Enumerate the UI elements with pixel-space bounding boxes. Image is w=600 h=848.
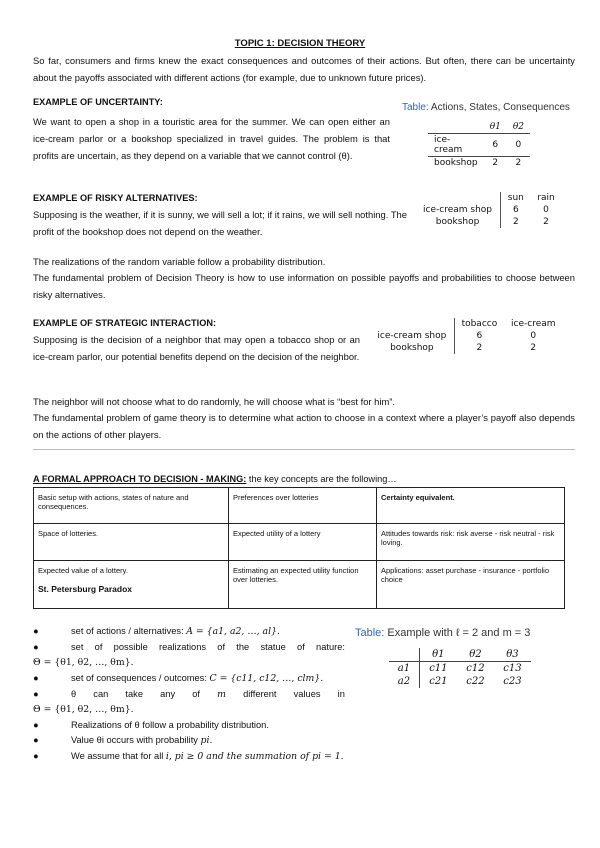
table-cell: c12 — [466, 663, 485, 674]
uncertainty-table-caption — [402, 102, 570, 113]
bullet-icon: ● — [33, 642, 39, 652]
table-cell: bookshop — [415, 216, 501, 228]
table-cell: 0 — [515, 140, 522, 150]
table-header-cell — [370, 318, 454, 330]
table-header-cell — [389, 648, 419, 662]
intro-paragraph: So far, consumers and firms knew the exact consequences and outcomes of their actions. But often, there can be uncertainty about the payoffs associated with different actions (for example, due to unknown future prices). — [33, 55, 575, 83]
table-cell: 6 — [512, 205, 519, 215]
table-cell: a1 — [389, 662, 419, 676]
table-header-cell: θ1 — [432, 649, 445, 660]
bullet-icon: ● — [33, 689, 39, 699]
table-cell: 0 — [543, 205, 549, 215]
table-header-cell: θ2 — [512, 122, 524, 132]
list-item-text: Value θi occurs with probability — [71, 735, 201, 745]
table-header-cell: θ3 — [506, 649, 519, 660]
table-cell: 2 — [530, 343, 537, 353]
list-item-text: set of consequences / outcomes: — [71, 673, 210, 683]
grid-cell: Applications: asset purchase - insurance - portfolio choice — [377, 561, 565, 609]
uncertainty-table — [428, 121, 530, 169]
list-item-word: of — [192, 689, 201, 699]
list-item-word: values — [293, 689, 321, 699]
realizations-paragraph: The realizations of the random variable follow a probability distribution. — [33, 256, 326, 267]
table-cell: c11 — [429, 663, 448, 674]
strategic-paragraph: Supposing is the decision of a neighbor that may open a tobacco shop or an ice-cream parlor, our potential benefits depend on the decision of the neighbor. — [33, 334, 360, 362]
strategic-table — [370, 318, 563, 354]
uncertainty-paragraph: We want to open a shop in a touristic area for the summer. We can open either an ice-cream parlor or a bookshop specialized in travel guides. The problem is that profits are uncertain, as they depend on a variable that we cannot control (θ). — [33, 116, 390, 161]
example-table-caption — [355, 627, 530, 639]
list-item-word: can — [93, 689, 109, 699]
table-cell: 6 — [476, 331, 483, 341]
formal-heading-subtext: the key concepts are the following… — [248, 474, 397, 484]
list-item-math: pi. — [200, 735, 213, 746]
neighbor-paragraph: The neighbor will not choose what to do randomly, he will choose what is “best for him”. — [33, 396, 395, 407]
concepts-grid — [33, 487, 565, 609]
page-title: TOPIC 1: DECISION THEORY — [234, 38, 366, 49]
fundamental-gt-paragraph: The fundamental problem of game theory is to determine what action to choose in a context where a player’s payoff also depends on the actions of other players. — [33, 412, 575, 440]
table-cell: c22 — [466, 676, 485, 687]
table-cell: 2 — [515, 158, 522, 168]
section-divider — [33, 449, 575, 450]
risky-table — [415, 192, 562, 228]
example-table — [389, 648, 531, 688]
grid-cell: Estimating an expected utility function over lotteries. — [229, 561, 377, 609]
list-item-math: i, pi ≥ 0 and the summation of pi = 1. — [165, 751, 344, 762]
table-cell: a2 — [389, 675, 419, 688]
grid-cell: Expected utility of a lottery — [229, 524, 377, 561]
bullet-icon: ● — [33, 626, 39, 636]
grid-cell: Space of lotteries. — [34, 524, 229, 561]
list-item-text: We assume that for all — [71, 751, 166, 761]
bullet-icon: ● — [33, 720, 39, 730]
formal-heading-title: A FORMAL APPROACH TO DECISION - MAKING: — [33, 474, 247, 484]
table-header-cell — [428, 121, 484, 134]
bullet-icon: ● — [33, 673, 39, 683]
table-cell: bookshop — [434, 158, 478, 168]
table-header-cell: ice-cream — [511, 319, 556, 329]
list-item-math: A = {a1, a2, …, al}. — [186, 626, 280, 637]
grid-cell: Certainty equivalent. — [377, 488, 565, 524]
table-cell: 2 — [476, 343, 483, 353]
table-cell: c13 — [503, 663, 522, 674]
grid-cell — [34, 561, 229, 609]
st-petersburg-paradox: St. Petersburg Paradox — [38, 584, 133, 594]
list-item-word: different — [243, 689, 277, 699]
table-cell: 0 — [530, 331, 537, 341]
table-cell: ice-cream — [434, 135, 463, 155]
list-item-word: take — [125, 689, 143, 699]
bullet-icon: ● — [33, 751, 39, 761]
table-header-cell: rain — [537, 193, 555, 203]
caption-prefix: Table: — [402, 102, 429, 113]
table-cell: ice-cream shop — [415, 204, 501, 216]
table-cell: 2 — [543, 217, 549, 227]
table-cell: 2 — [492, 158, 499, 168]
formal-heading — [33, 474, 397, 484]
table-header-cell: θ2 — [469, 649, 482, 660]
grid-cell: Attitudes towards risk: risk averse - risk neutral - risk loving. — [377, 524, 565, 561]
grid-cell: Basic setup with actions, states of nature and consequences. — [34, 488, 229, 524]
grid-cell-text: Expected value of a lottery. — [38, 566, 128, 575]
risky-heading: EXAMPLE OF RISKY ALTERNATIVES: — [33, 193, 198, 203]
grid-cell: Preferences over lotteries — [229, 488, 377, 524]
table-cell: 6 — [492, 140, 499, 150]
uncertainty-heading: EXAMPLE OF UNCERTAINTY: — [33, 97, 163, 107]
table-cell: c23 — [503, 676, 522, 687]
table-header-cell — [415, 192, 501, 204]
table-cell: c21 — [429, 676, 448, 687]
list-item-text: set of actions / alternatives: — [71, 626, 187, 636]
risky-paragraph: Supposing is the weather, if it is sunny, we will sell a lot; if it rains, we will sell nothing. The profit of the bookshop does not depend on the weather. — [33, 209, 407, 237]
caption-text: Example with ℓ = 2 and m = 3 — [387, 627, 531, 639]
list-item-word: in — [337, 689, 345, 699]
list-item-text: set of possible realizations of the statue of nature: — [71, 642, 345, 652]
table-header-cell: tobacco — [461, 319, 498, 329]
list-item-math: Θ = {θ1, θ2, …, θm}. — [33, 704, 134, 715]
list-item-text: Realizations of θ follow a probability distribution. — [71, 720, 269, 730]
fundamental-dt-paragraph: The fundamental problem of Decision Theory is how to use information on possible payoffs and probabilities to choose between risky alternatives. — [33, 272, 575, 300]
list-item-math: C = {c11, c12, …, clm}. — [209, 673, 324, 684]
list-item-word: θ — [71, 689, 77, 699]
table-header-cell: θ1 — [489, 122, 501, 132]
strategic-heading: EXAMPLE OF STRATEGIC INTERACTION: — [33, 318, 217, 328]
bullet-icon: ● — [33, 735, 39, 745]
list-item-word: m — [217, 689, 226, 700]
table-cell: 2 — [512, 217, 519, 227]
caption-prefix: Table: — [355, 627, 385, 639]
table-cell: ice-cream shop — [370, 330, 454, 342]
table-header-cell: sun — [507, 193, 524, 203]
list-item-word: any — [160, 689, 176, 699]
list-item-math: Θ = {θ1, θ2, …, θm}. — [33, 657, 134, 668]
caption-text: Actions, States, Consequences — [430, 102, 570, 113]
definitions-list — [33, 624, 345, 774]
table-cell: bookshop — [370, 342, 454, 354]
